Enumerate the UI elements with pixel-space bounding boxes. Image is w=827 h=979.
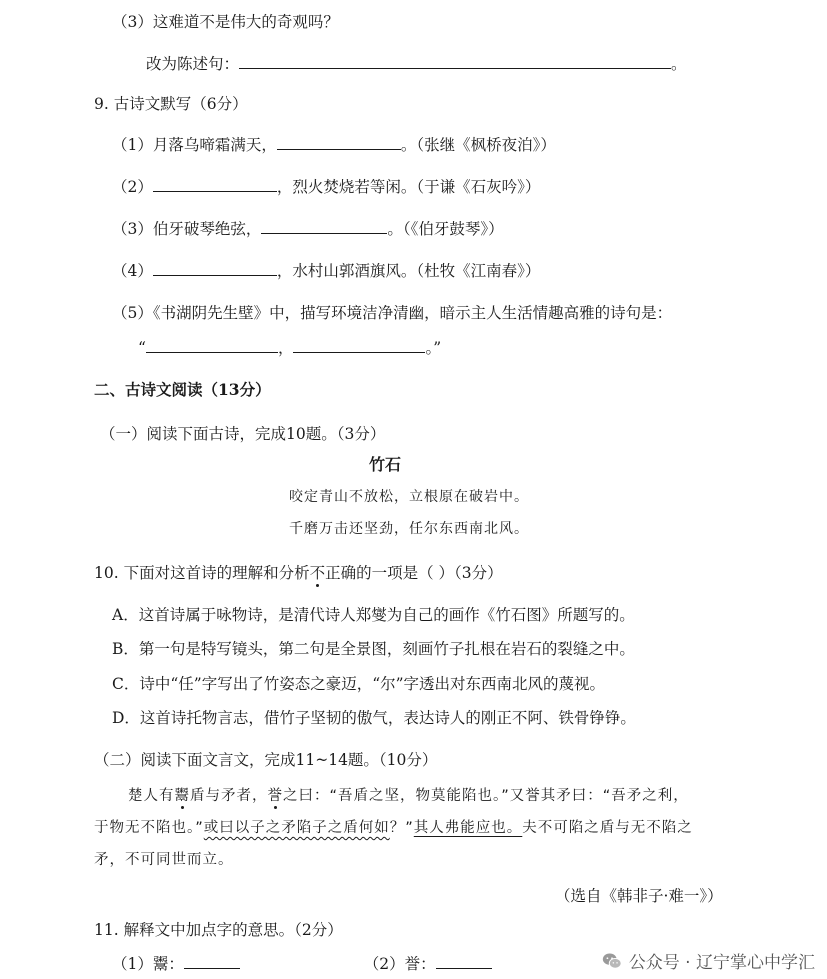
answer-blank[interactable] [146, 338, 278, 353]
answer-blank[interactable] [153, 261, 277, 276]
q9-item3: （3）伯牙破琴绝弦， 。（《伯牙鼓琴》） [112, 220, 504, 238]
classical-text-source: （选自《韩非子·难一》） [555, 887, 723, 905]
poem-title: 竹石 [369, 455, 402, 474]
wechat-icon [601, 950, 623, 972]
q9-title: 9. 古诗文默写（6分） [94, 95, 248, 113]
q9-item4: （4） ，水村山郭酒旗风。（杜牧《江南春》） [112, 262, 541, 280]
answer-blank[interactable] [184, 954, 240, 969]
q9-item5-answer-row: “ ， 。” [138, 339, 442, 357]
q8-item3: （3）这难道不是伟大的奇观吗？ [112, 13, 339, 31]
q9-item2: （2） ，烈火焚烧若等闲。（于谦《石灰吟》） [112, 178, 541, 196]
classical-text-line-3: 矛，不可同世而立。 [94, 852, 234, 868]
q10-option-c[interactable]: C．诗中“任”字写出了竹姿态之豪迈，“尔”字透出对东西南北风的蔑视。 [112, 675, 606, 693]
answer-blank[interactable] [436, 954, 492, 969]
q9-item1: （1）月落乌啼霜满天， 。（张继《枫桥夜泊》） [112, 136, 556, 154]
q10-option-a[interactable]: A．这首诗属于咏物诗，是清代诗人郑燮为自己的画作《竹石图》所题写的。 [112, 606, 635, 624]
q10-option-b[interactable]: B．第一句是特写镜头，第二句是全景图，刻画竹子扎根在岩石的裂缝之中。 [112, 640, 635, 658]
section2-title: 二、古诗文阅读（13分） [94, 380, 271, 399]
classical-text-line-2: 于物无不陷也。”或曰以子之矛陷子之盾何如？”其人弗能应也。夫不可陷之盾与无不陷之 [94, 820, 693, 836]
q9-item5: （5）《书湖阴先生壁》中，描写环境洁净清幽，暗示主人生活情趣高雅的诗句是： [112, 304, 673, 322]
answer-blank[interactable] [239, 54, 671, 69]
watermark: 公众号 · 辽宁掌心中学汇 [601, 948, 815, 973]
q10-option-d[interactable]: D．这首诗托物言志，借竹子坚韧的傲气，表达诗人的刚正不阿、铁骨铮铮。 [112, 709, 636, 727]
q10-stem: 10. 下面对这首诗的理解和分析不正确的一项是（ ）（3分） [94, 564, 503, 582]
answer-blank[interactable] [293, 338, 425, 353]
q11-answers: （1）鬻： （2）誉： [112, 954, 492, 974]
answer-blank[interactable] [153, 177, 277, 192]
classical-text-line-1: 楚人有鬻盾与矛者，誉之曰：“吾盾之坚，物莫能陷也。”又誉其矛曰：“吾矛之利， [128, 788, 689, 804]
poem-line-2: 千磨万击还坚劲，任尔东西南北风。 [289, 521, 529, 537]
answer-blank[interactable] [277, 135, 401, 150]
poem-line-1: 咬定青山不放松，立根原在破岩中。 [289, 489, 529, 505]
section2-part1-title: （一）阅读下面古诗，完成10题。（3分） [100, 425, 386, 443]
q8-item3-answer-row: 改为陈述句： 。 [146, 55, 687, 73]
part2-title: （二）阅读下面文言文，完成11~14题。（10分） [94, 751, 438, 769]
answer-blank[interactable] [261, 219, 387, 234]
q11-stem: 11. 解释文中加点字的意思。（2分） [94, 921, 343, 939]
